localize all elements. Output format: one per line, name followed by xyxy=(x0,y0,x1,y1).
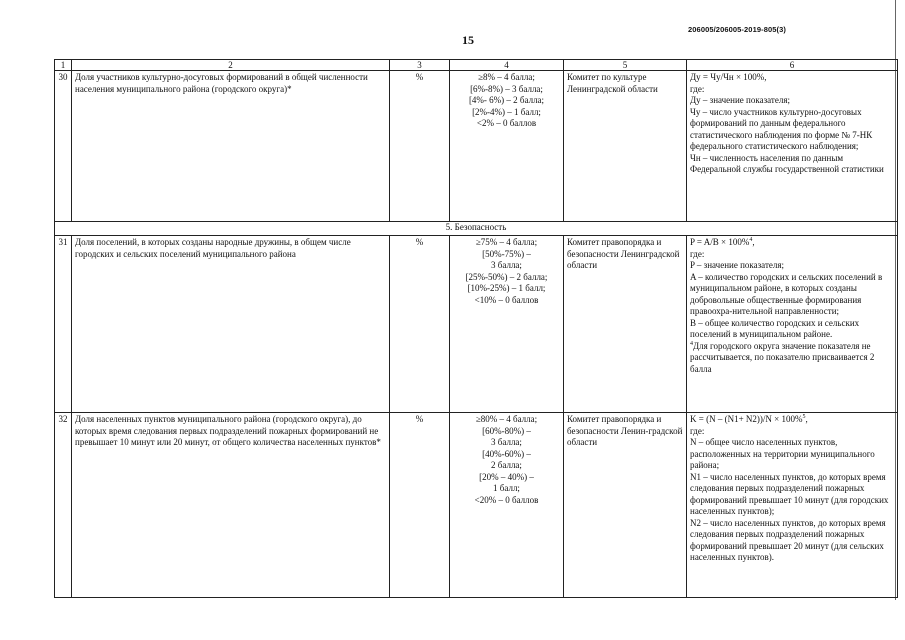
method-cell xyxy=(687,71,898,222)
unit-cell: % xyxy=(390,236,450,413)
score-line: 3 балла; xyxy=(491,437,522,447)
responsible-cell: Комитет правопорядка и безопасности Ленинградской области xyxy=(564,236,687,413)
method-line: где: xyxy=(690,248,705,259)
score-line: [4%- 6%) – 2 балла; xyxy=(468,95,545,105)
section-row xyxy=(55,222,898,236)
method-line: B – общее количество городских и сельских поселений в муниципальном районе. xyxy=(690,317,860,339)
footnote-ref: 4 xyxy=(749,237,753,243)
formula-text: P = A/B × 100% xyxy=(690,237,750,247)
column-header-4: 4 xyxy=(450,60,564,71)
score-line: [60%-80%) – xyxy=(482,425,531,436)
table-row xyxy=(55,236,898,413)
row-number: 31 xyxy=(55,236,72,413)
score-line: [2%-4%) – 1 балл; xyxy=(472,106,541,117)
method-cell xyxy=(687,413,898,598)
score-line: 3 балла; xyxy=(491,260,522,270)
footnote-ref: 5 xyxy=(802,414,806,420)
n2-label: N2 xyxy=(690,517,701,528)
section-title: 5. Безопасность xyxy=(55,222,898,236)
row-number: 32 xyxy=(55,413,72,598)
method-line: Чн – численность населения по данным Федеральной службы государственной статистики xyxy=(690,152,884,174)
n1-text: – число населенных пунктов, до которых время следования первых подразделений пожарных формирований превышает 10 минут (для городских населенных пунктов); xyxy=(690,471,889,516)
score-line: [25%-50%) – 2 балла; xyxy=(465,271,548,282)
method-formula xyxy=(690,237,894,249)
indicator-name: Доля поселений, в которых созданы народные дружины, в общем числе городских и сельских поселений муниципального района xyxy=(72,236,390,413)
column-header-5: 5 xyxy=(564,60,687,71)
score-line: ≥8% – 4 балла; xyxy=(478,72,535,82)
score-line: <20% – 0 баллов xyxy=(474,494,539,505)
score-line: [6%-8%) – 3 балла; xyxy=(470,83,543,94)
method-line: Ду – значение показателя; xyxy=(690,95,790,105)
n2-text: – число населенных пунктов, до которых время следования первых подразделений пожарных формирований превышает 20 минут (для сельских населенных пунктов). xyxy=(690,517,886,562)
score-line: ≥75% – 4 балла; xyxy=(475,237,538,247)
footnote xyxy=(690,341,894,376)
method-line: N – общее число населенных пунктов, расположенных на территории муниципального района; xyxy=(690,437,875,470)
score-line: <2% – 0 баллов xyxy=(476,118,537,128)
column-header-1: 1 xyxy=(55,60,72,71)
scores-cell xyxy=(450,236,564,413)
column-header-2: 2 xyxy=(72,60,390,71)
row-number: 30 xyxy=(55,71,72,222)
column-header-3: 3 xyxy=(390,60,450,71)
scores-cell xyxy=(450,413,564,598)
page-number: 15 xyxy=(462,33,474,47)
method-line: Ду = Чу/Чн × 100%, xyxy=(690,72,767,82)
document-code: 206005/206005-2019-805(3) xyxy=(688,25,786,34)
indicator-name: Доля участников культурно-досуговых формирований в общей численности населения муниципального района (городского округа)* xyxy=(72,71,390,222)
footnote-mark: 4 xyxy=(690,340,693,347)
method-cell xyxy=(687,236,898,413)
score-line: ≥80% – 4 балла; xyxy=(475,414,538,424)
footnote-text: Для городского округа значение показателя не рассчитывается, по показателю присваивается 2 балла xyxy=(690,340,875,374)
unit-cell: % xyxy=(390,413,450,598)
responsible-cell: Комитет по культуре Ленинградской области xyxy=(564,71,687,222)
score-line: [10%-25%) – 1 балл; xyxy=(467,283,546,293)
formula-end: , xyxy=(805,414,808,424)
score-line: [40%-60%) – xyxy=(482,448,531,459)
score-line: <10% – 0 баллов xyxy=(474,294,539,305)
method-line: A – количество городских и сельских поселений в муниципальном районе, в которых созданы добровольные общественные формирования правоохра-нительной направленности; xyxy=(690,271,883,316)
method-line: Чу – число участников культурно-досуговых формирований по данным федерального статистического наблюдения по форме № 7-НК федерального статистического наблюдения; xyxy=(690,106,873,151)
n1-label: N1 xyxy=(690,471,701,482)
score-line: [50%-75%) – xyxy=(482,248,531,259)
method-n1 xyxy=(690,472,894,518)
unit-cell: % xyxy=(390,71,450,222)
formula-end: , xyxy=(752,237,755,247)
formula-text: K = (N – (N1+ N2))/N × 100% xyxy=(690,414,803,424)
indicator-name: Доля населенных пунктов муниципального района (городского округа), до которых время следования первых подразделений пожарных формирований не превышает 10 минут или 20 минут, от общего количества населенных пунктов* xyxy=(72,413,390,598)
column-number-row xyxy=(55,60,898,71)
method-n2 xyxy=(690,518,894,564)
method-formula xyxy=(690,414,894,426)
score-line: [20% – 40%) – xyxy=(479,471,534,482)
scores-cell xyxy=(450,71,564,222)
method-line: P – значение показателя; xyxy=(690,260,784,270)
score-line: 1 балл; xyxy=(493,483,520,493)
table-row xyxy=(55,413,898,598)
method-line: где: xyxy=(690,83,705,94)
indicators-table xyxy=(54,59,898,598)
table-row xyxy=(55,71,898,222)
column-header-6: 6 xyxy=(687,60,898,71)
score-line: 2 балла; xyxy=(491,460,522,470)
responsible-cell: Комитет правопорядка и безопасности Ленин-градской области xyxy=(564,413,687,598)
method-line: где: xyxy=(690,425,705,436)
